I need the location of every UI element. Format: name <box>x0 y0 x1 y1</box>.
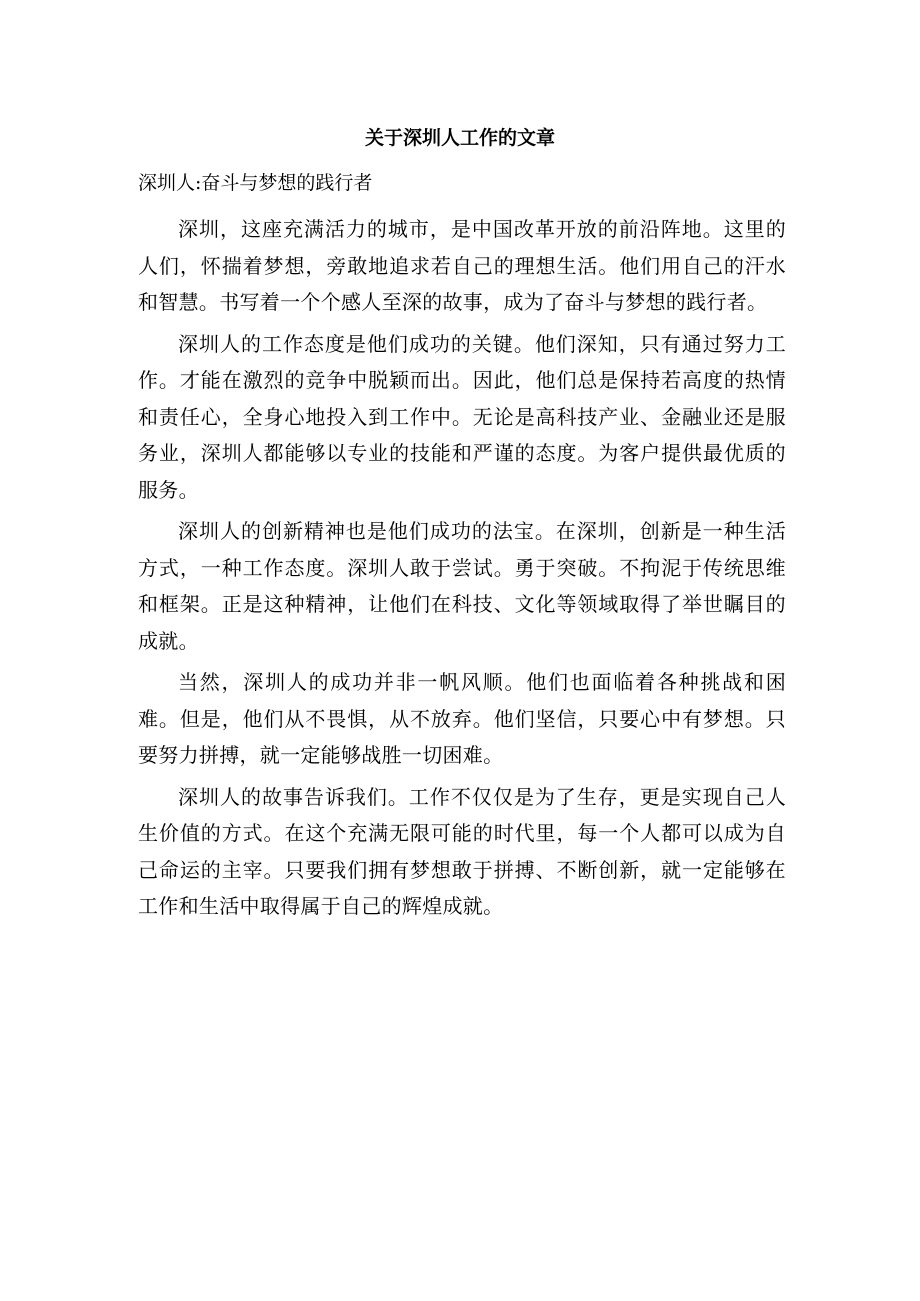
paragraph-1: 深圳，这座充满活力的城市，是中国改革开放的前沿阵地。这里的人们，怀揣着梦想，旁敢地追求若自己的理想生活。他们用自己的汗水和智慧。书写着一个个感人至深的故事，成为了奋斗与梦想的践行者。 <box>138 217 786 314</box>
paragraph-5: 深圳人的故事告诉我们。工作不仅仅是为了生存，更是实现自己人生价值的方式。在这个充满无限可能的时代里，每一个人都可以成为自己命运的主宰。只要我们拥有梦想敢于拼搏、不断创新，就一定能够在工作和生活中取得属于自己的辉煌成就。 <box>138 784 786 918</box>
document-body <box>138 211 786 930</box>
paragraph-3: 深圳人的创新精神也是他们成功的法宝。在深圳，创新是一种生活方式，一种工作态度。深圳人敢于尝试。勇于突破。不拘泥于传统思维和框架。正是这种精神，让他们在科技、文化等领域取得了举世瞩目的成就。 <box>138 519 786 653</box>
paragraph-4: 当然，深圳人的成功并非一帆风顺。他们也面临着各种挑战和困难。但是，他们从不畏惧，从不放弃。他们坚信，只要心中有梦想。只要努力拼搏，就一定能够战胜一切困难。 <box>138 670 786 767</box>
document-title: 关于深圳人工作的文章 <box>364 127 555 149</box>
document-subtitle: 深圳人:奋斗与梦想的践行者 <box>138 172 373 194</box>
paragraph-2: 深圳人的工作态度是他们成功的关键。他们深知，只有通过努力工作。才能在激烈的竞争中脱颖而出。因此，他们总是保持若高度的热情和责任心，全身心地投入到工作中。无论是高科技产业、金融业还是服务业，深圳人都能够以专业的技能和严谨的态度。为客户提供最优质的服务。 <box>138 331 786 502</box>
